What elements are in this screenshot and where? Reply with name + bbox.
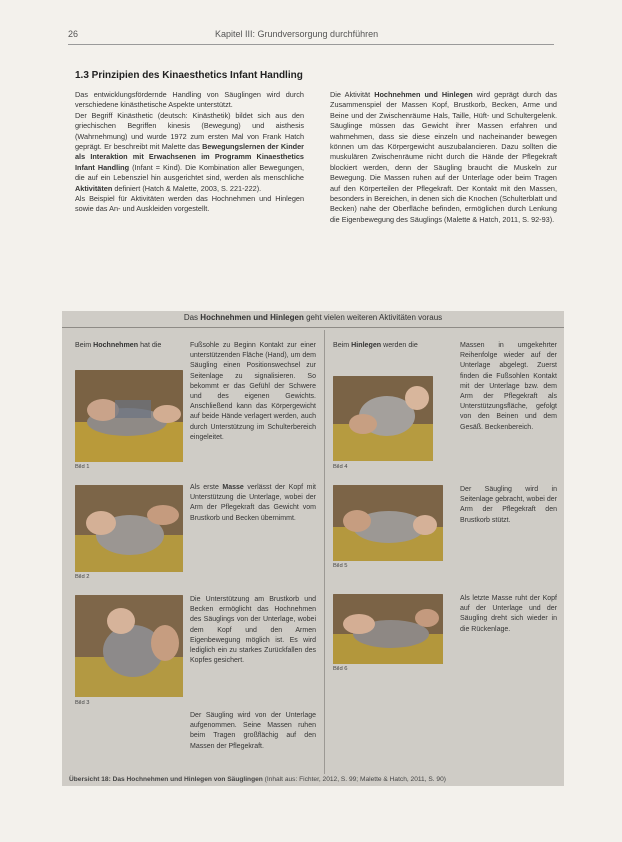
text-bild-4: Massen in umgekehrter Reihenfolge wieder auf der Unterlage abgelegt. Zuerst finden die Fußsohlen Kontakt mit der Unterlage bzw. dem Arm der Pflegekraft als Unterstützungsfläche, gefolgt von den Beinen und dem Gesäß. Beckenbereich. <box>460 342 557 431</box>
text-bild-6: Als letzte Masse ruht der Kopf auf der Unterlage und der Säugling dreht sich wieder in die Rückenlage. <box>460 595 557 633</box>
caption-bild-1: Bild 1 <box>75 464 90 470</box>
box-column-divider <box>324 330 325 774</box>
photo-bild-4 <box>333 376 433 461</box>
photo-bild-2 <box>75 485 183 572</box>
header-rule <box>68 44 554 45</box>
left-column <box>75 90 304 215</box>
text-bild-2: Als erste Masse verlässt der Kopf mit Unterstützung die Unterlage, wobei der Arm der Pflegekraft das Gewicht vom Brustkorb und Becken übernimmt. <box>190 484 316 522</box>
paragraph: Das entwicklungsfördernde Handling von Säuglingen wird durch verschiedene kinästhetische Aspekte unterstützt. <box>75 90 304 110</box>
text-bild-3: Die Unterstützung am Brustkorb und Becken ermöglicht das Hochnehmen des Säuglings von der Unterlage, wobei dem Kopf und den Armen Eigenbewegung möglich ist. Es wird lediglich ein zu starkes Zurückfallen des Kopfes gesichert. <box>190 596 316 665</box>
page-header <box>68 29 554 43</box>
text-bild-5: Der Säugling wird in Seitenlage gebracht, wobei der Arm der Pflegekraft den Brustkorb stützt. <box>460 486 557 524</box>
right-lead-text: Beim Hinlegen werden die <box>333 341 418 349</box>
right-column <box>330 90 557 225</box>
caption-bild-5: Bild 5 <box>333 563 348 569</box>
section-title: 1.3 Prinzipien des Kinaesthetics Infant Handling <box>75 70 303 81</box>
paragraph: Der Begriff Kinästhetic (deutsch: Kinästhetik) bildet sich aus den griechischen Begriffen kinesis (Bewegung) und aisthesis (Wahrnehmung) und wurde 1972 zum ersten Mal von Frank Hatch geprägt. Er beschreibt mit Malette das Bewegungslernen der Kinder als Interaktion mit Erwachsenen im Programm Kinaesthetics Infant Handling (Infant = Kind). Die Kombination aller Bewegungen, die auf ein Lebensziel hin ausgerichtet sind, werden als menschliche Aktivitäten definiert (Hatch & Malette, 2003, S. 221-222). <box>75 110 305 193</box>
box-title: Das Hochnehmen und Hinlegen geht vielen weiteren Aktivitäten voraus <box>183 313 443 322</box>
photo-bild-5 <box>333 485 443 561</box>
text-bild-3b: Der Säugling wird von der Unterlage aufgenommen. Seine Massen ruhen beim Tragen großflächig auf den Massen der Pflegekraft. <box>190 712 316 750</box>
photo-bild-6 <box>333 594 443 664</box>
caption-bild-6: Bild 6 <box>333 666 348 672</box>
chapter-title: Kapitel III: Grundversorgung durchführen <box>215 29 379 39</box>
page-number: 26 <box>68 29 79 39</box>
paragraph: Als Beispiel für Aktivitäten werden das Hochnehmen und Hinlegen sowie das An- und Auskleiden vorgestellt. <box>75 194 304 214</box>
photo-bild-3 <box>75 595 183 697</box>
figure-caption: Übersicht 18: Das Hochnehmen und Hinlegen von Säuglingen (Inhalt aus: Fichter, 2012, S. 99; Malette & Hatch, 2011, S. 90) <box>69 776 446 783</box>
text-bild-1: Fußsohle zu Beginn Kontakt zur einer unterstützenden Fläche (Hand), um dem Säugling einen Positionswechsel zur Seitenlage zu signalisieren. So bekommt er das Gefühl der Schwere und des eigenen Gewichts. Anschließend kann das Körpergewicht auf beide Hände verlagert werden, auch durch Unterstützung im Schulterbereich eingeleitet. <box>190 342 316 441</box>
left-lead-text: Beim Hochnehmen hat die <box>75 341 162 349</box>
caption-bild-4: Bild 4 <box>333 464 348 470</box>
caption-bild-3: Bild 3 <box>75 700 90 706</box>
photo-bild-1 <box>75 370 183 462</box>
box-title-rule <box>62 327 564 328</box>
paragraph: Die Aktivität Hochnehmen und Hinlegen wird geprägt durch das Zusammenspiel der Massen Kopf, Brustkorb, Becken, Arme und Beine und der Zwischenräume Hals, Taille, Hüft- und Schultergelenk. Säuglinge müssen das Gewicht ihrer Massen erfahren und wahrnehmen, dass sie diese einzeln und nacheinander bewegen können um das Körpergewicht auszubalancieren. Dazu sollten die muskulären Zwischenräume nicht durch die Hände der Pflegekraft blockiert werden, denn der Säugling braucht die Muskeln zur Bewegung. Die Massen ruhen auf der Unterlage oder beim Tragen auf den Körperteilen der Pflegekraft. Der Kontakt mit den Massen, besonders in Bereichen, in denen sich die Knochen (Schulterblatt und Becken) nahe der Oberfläche befinden, ermöglichen durch Lenkung die Eigenbewegung des Säuglings (Malette & Hatch, 2011, S. 92-93). <box>330 90 557 224</box>
caption-bild-2: Bild 2 <box>75 574 90 580</box>
